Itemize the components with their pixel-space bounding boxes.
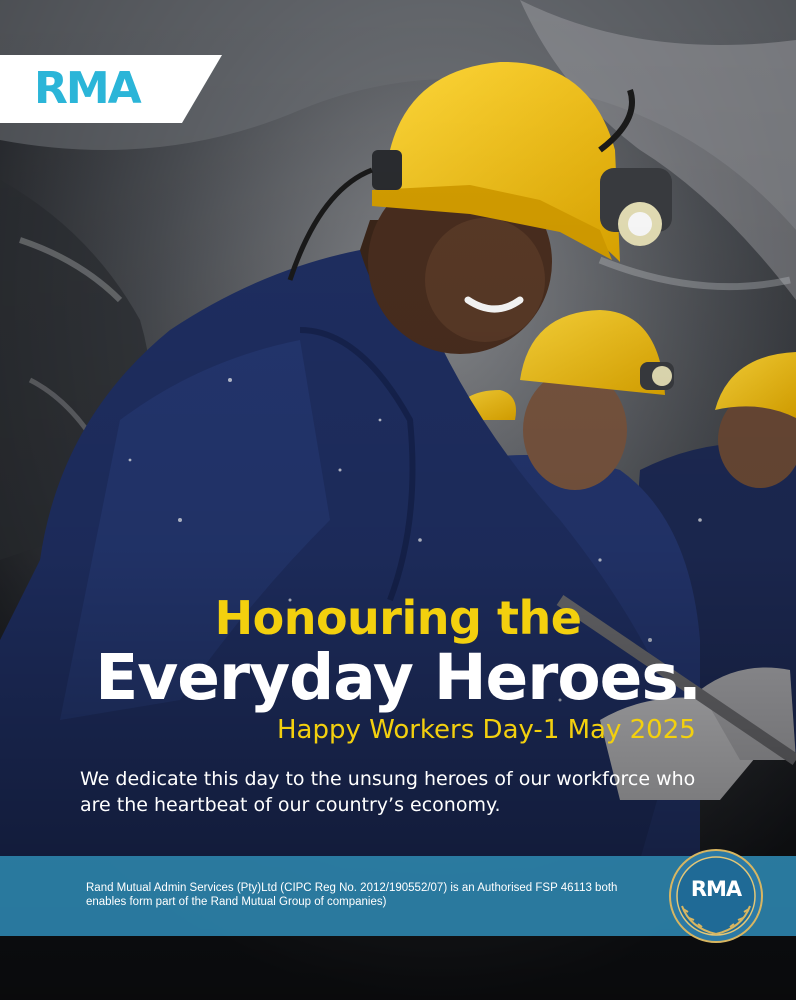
- badge-logo-text: RMA: [690, 877, 742, 901]
- footer-disclaimer: Rand Mutual Admin Services (Pty)Ltd (CIPC Reg No. 2012/190552/07) is an Authorised FSP 46113 both enables form part of the Rand Mutual Group of companies): [86, 882, 618, 908]
- rma-logo: RMA: [34, 63, 140, 114]
- headline-workers-day-date: Happy Workers Day-1 May 2025: [277, 715, 696, 745]
- dedication-text: We dedicate this day to the unsung heroes of our workforce who are the heartbeat of our country’s economy.: [80, 768, 696, 816]
- headline-honouring: Honouring the: [214, 591, 582, 645]
- headline-everyday-heroes: Everyday Heroes.: [95, 641, 701, 714]
